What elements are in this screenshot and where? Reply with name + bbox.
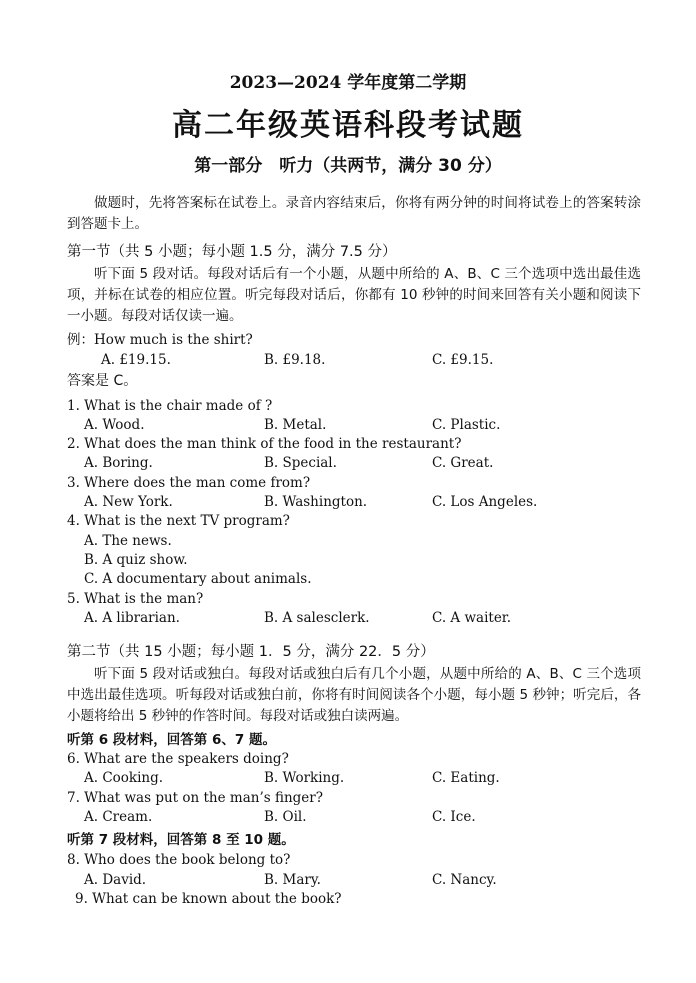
section1-heading: 第一节（共 5 小题；每小题 1.5 分，满分 7.5 分） [67,244,397,260]
q7-option-b: B. Oil. [264,809,307,825]
question-7: 7. What was put on the man’s finger? [67,790,323,806]
question-6: 6. What are the speakers doing? [67,751,289,767]
example-option-a: A. £19.15. [101,352,171,368]
material-6-heading: 听第 6 段材料，回答第 6、7 题。 [67,732,276,748]
q8-option-a: A. David. [84,872,147,888]
q3-option-a: A. New York. [84,494,173,510]
q8-option-c: C. Nancy. [432,872,497,888]
example-option-b: B. £9.18. [264,352,326,368]
q6-option-a: A. Cooking. [84,770,164,786]
q6-option-c: C. Eating. [432,770,500,786]
q8-option-b: B. Mary. [264,872,321,888]
question-2: 2. What does the man think of the food in the restaurant? [67,436,462,452]
q3-option-b: B. Washington. [264,494,368,510]
part-heading: 第一部分 听力（共两节，满分 30 分） [194,156,502,176]
q6-option-b: B. Working. [264,770,345,786]
section2-instructions: 听下面 5 段对话或独白。每段对话或独白后有几个小题，从题中所给的 A、B、C 三个选项中选出最佳选项。听每段对话或独白前，你将有时间阅读各个小题，每小题 5 秒钟；听完后，各小题将给出 5 秒钟的作答时间。每段对话或独白读两遍。 [67,666,641,724]
question-9: 9. What can be known about the book? [75,891,342,907]
q4-option-b: B. A quiz show. [84,552,188,568]
intro-paragraph: 做题时，先将答案标在试卷上。录音内容结束后，你将有两分钟的时间将试卷上的答案转涂到答题卡上。 [67,195,641,232]
question-8: 8. Who does the book belong to? [67,852,291,868]
q1-option-c: C. Plastic. [432,417,501,433]
q5-option-b: B. A salesclerk. [264,610,370,626]
q1-option-b: B. Metal. [264,417,327,433]
q2-option-c: C. Great. [432,455,494,471]
question-1: 1. What is the chair made of ? [67,398,273,414]
exam-title: 高二年级英语科段考试题 [172,108,524,143]
q5-option-c: C. A waiter. [432,610,512,626]
example-question: 例：How much is the shirt? [67,332,253,348]
question-4: 4. What is the next TV program? [67,513,290,529]
example-answer: 答案是 C。 [67,373,138,389]
q2-option-b: B. Special. [264,455,337,471]
example-option-c: C. £9.15. [432,352,494,368]
q7-option-c: C. Ice. [432,809,476,825]
question-5: 5. What is the man? [67,591,204,607]
q4-option-a: A. The news. [84,533,172,549]
section2-heading: 第二节（共 15 小题；每小题 1．5 分，满分 22．5 分） [67,644,435,660]
q4-option-c: C. A documentary about animals. [84,571,312,587]
question-3: 3. Where does the man come from? [67,475,311,491]
section1-instructions: 听下面 5 段对话。每段对话后有一个小题，从题中所给的 A、B、C 三个选项中选出最佳选项，并标在试卷的相应位置。听完每段对话后，你都有 10 秒钟的时间来回答有关小题和阅读下一小题。每段对话仅读一遍。 [67,266,641,324]
q1-option-a: A. Wood. [84,417,145,433]
term-heading: 2023—2024 学年度第二学期 [229,73,467,93]
material-7-heading: 听第 7 段材料，回答第 8 至 10 题。 [67,832,295,848]
q5-option-a: A. A librarian. [84,610,180,626]
q3-option-c: C. Los Angeles. [432,494,538,510]
q2-option-a: A. Boring. [84,455,153,471]
q7-option-a: A. Cream. [84,809,153,825]
